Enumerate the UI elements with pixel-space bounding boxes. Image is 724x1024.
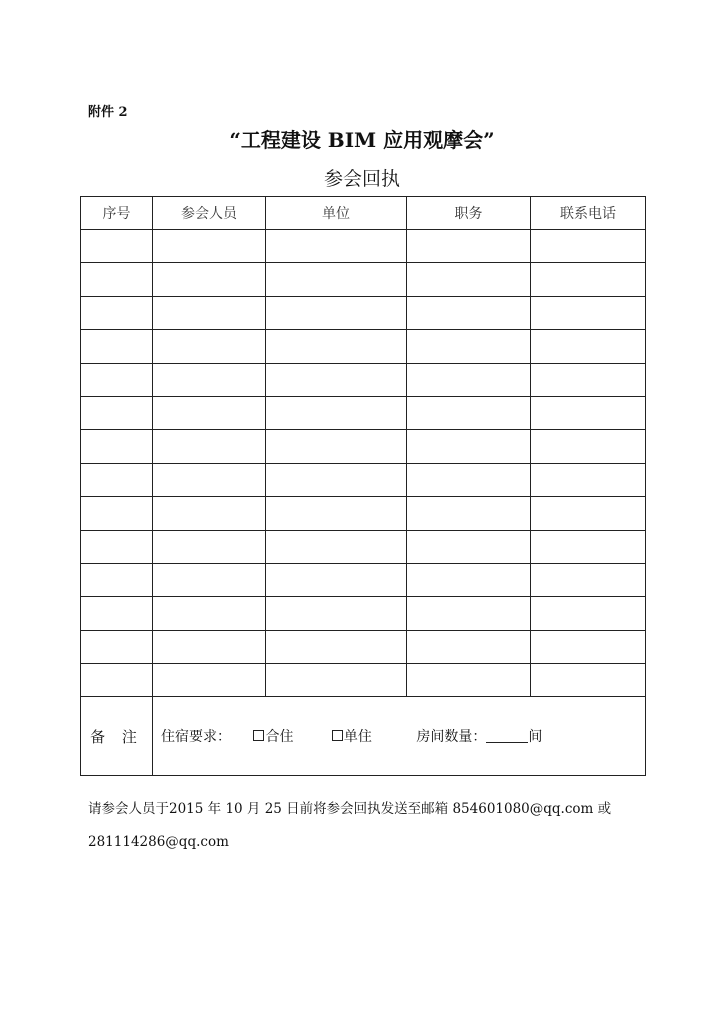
- table-header-row: [81, 197, 646, 230]
- single-room-checkbox[interactable]: [332, 730, 343, 741]
- table-row: [81, 664, 646, 697]
- cell-position[interactable]: [407, 296, 531, 329]
- cell-phone[interactable]: [531, 664, 646, 697]
- cell-phone[interactable]: [531, 497, 646, 530]
- cell-index[interactable]: [81, 396, 153, 429]
- cell-attendee[interactable]: [153, 630, 266, 663]
- cell-organization[interactable]: [266, 463, 407, 496]
- cell-attendee[interactable]: [153, 563, 266, 596]
- cell-phone[interactable]: [531, 530, 646, 563]
- cell-position[interactable]: [407, 363, 531, 396]
- cell-index[interactable]: [81, 363, 153, 396]
- registration-table: [80, 196, 646, 776]
- column-header-position: 职务: [407, 197, 531, 230]
- cell-attendee[interactable]: [153, 463, 266, 496]
- cell-attendee[interactable]: [153, 664, 266, 697]
- cell-phone[interactable]: [531, 630, 646, 663]
- submission-note: [88, 793, 648, 859]
- cell-index[interactable]: [81, 597, 153, 630]
- table-row: [81, 563, 646, 596]
- accommodation-label: 住宿要求：: [161, 729, 231, 746]
- single-room-option[interactable]: [332, 726, 372, 746]
- cell-position[interactable]: [407, 597, 531, 630]
- cell-attendee[interactable]: [153, 363, 266, 396]
- table-row: [81, 296, 646, 329]
- cell-position[interactable]: [407, 430, 531, 463]
- table-row: [81, 363, 646, 396]
- cell-phone[interactable]: [531, 330, 646, 363]
- table-row: [81, 396, 646, 429]
- cell-organization[interactable]: [266, 396, 407, 429]
- cell-attendee[interactable]: [153, 296, 266, 329]
- cell-organization[interactable]: [266, 230, 407, 263]
- cell-index[interactable]: [81, 463, 153, 496]
- single-room-label: 单住: [343, 729, 372, 746]
- cell-organization[interactable]: [266, 330, 407, 363]
- cell-position[interactable]: [407, 664, 531, 697]
- cell-phone[interactable]: [531, 463, 646, 496]
- cell-attendee[interactable]: [153, 430, 266, 463]
- cell-organization[interactable]: [266, 630, 407, 663]
- column-header-phone: 联系电话: [531, 197, 646, 230]
- cell-organization[interactable]: [266, 363, 407, 396]
- table-row: [81, 597, 646, 630]
- attachment-label: 附件 2: [88, 105, 128, 120]
- cell-attendee[interactable]: [153, 330, 266, 363]
- cell-index[interactable]: [81, 263, 153, 296]
- cell-position[interactable]: [407, 530, 531, 563]
- table-row: [81, 463, 646, 496]
- cell-phone[interactable]: [531, 363, 646, 396]
- table-row: [81, 330, 646, 363]
- cell-phone[interactable]: [531, 563, 646, 596]
- cell-index[interactable]: [81, 296, 153, 329]
- cell-organization[interactable]: [266, 597, 407, 630]
- cell-attendee[interactable]: [153, 230, 266, 263]
- cell-attendee[interactable]: [153, 497, 266, 530]
- cell-index[interactable]: [81, 230, 153, 263]
- table-row: [81, 230, 646, 263]
- cell-index[interactable]: [81, 563, 153, 596]
- room-unit-label: 间: [528, 729, 543, 746]
- cell-phone[interactable]: [531, 430, 646, 463]
- cell-position[interactable]: [407, 630, 531, 663]
- cell-phone[interactable]: [531, 230, 646, 263]
- remarks-row: [81, 697, 646, 776]
- cell-organization[interactable]: [266, 430, 407, 463]
- shared-room-option[interactable]: [253, 726, 293, 746]
- cell-organization[interactable]: [266, 664, 407, 697]
- remarks-content: [153, 697, 646, 776]
- cell-organization[interactable]: [266, 497, 407, 530]
- cell-index[interactable]: [81, 630, 153, 663]
- cell-attendee[interactable]: [153, 396, 266, 429]
- room-count-label: 房间数量：: [416, 729, 487, 746]
- room-count-blank[interactable]: [486, 730, 528, 743]
- table-body: [81, 230, 646, 697]
- cell-position[interactable]: [407, 396, 531, 429]
- remarks-label: 备 注: [81, 697, 153, 776]
- cell-position[interactable]: [407, 463, 531, 496]
- cell-organization[interactable]: [266, 530, 407, 563]
- shared-room-label: 合住: [265, 729, 294, 746]
- cell-index[interactable]: [81, 664, 153, 697]
- cell-position[interactable]: [407, 563, 531, 596]
- document-subtitle: 参会回执: [323, 168, 400, 190]
- cell-index[interactable]: [81, 430, 153, 463]
- cell-index[interactable]: [81, 330, 153, 363]
- cell-organization[interactable]: [266, 263, 407, 296]
- column-header-attendee: 参会人员: [153, 197, 266, 230]
- submission-note-line1: 请参会人员于2015 年 10 月 25 日前将参会回执发送至邮箱 854601080@qq.com 或: [88, 801, 612, 817]
- cell-phone[interactable]: [531, 296, 646, 329]
- cell-attendee[interactable]: [153, 597, 266, 630]
- table-row: [81, 263, 646, 296]
- cell-position[interactable]: [407, 263, 531, 296]
- cell-attendee[interactable]: [153, 263, 266, 296]
- cell-phone[interactable]: [531, 396, 646, 429]
- table-row: [81, 630, 646, 663]
- table-row: [81, 530, 646, 563]
- column-header-organization: 单位: [266, 197, 407, 230]
- column-header-index: 序号: [81, 197, 153, 230]
- table-row: [81, 430, 646, 463]
- cell-phone[interactable]: [531, 597, 646, 630]
- table-row: [81, 497, 646, 530]
- cell-phone[interactable]: [531, 263, 646, 296]
- cell-organization[interactable]: [266, 296, 407, 329]
- cell-position[interactable]: [407, 497, 531, 530]
- submission-note-line2: 281114286@qq.com: [88, 834, 229, 850]
- cell-index[interactable]: [81, 530, 153, 563]
- cell-index[interactable]: [81, 497, 153, 530]
- cell-organization[interactable]: [266, 563, 407, 596]
- document-title: “工程建设 BIM 应用观摩会”: [229, 128, 495, 152]
- shared-room-checkbox[interactable]: [253, 730, 264, 741]
- cell-position[interactable]: [407, 230, 531, 263]
- cell-attendee[interactable]: [153, 530, 266, 563]
- cell-position[interactable]: [407, 330, 531, 363]
